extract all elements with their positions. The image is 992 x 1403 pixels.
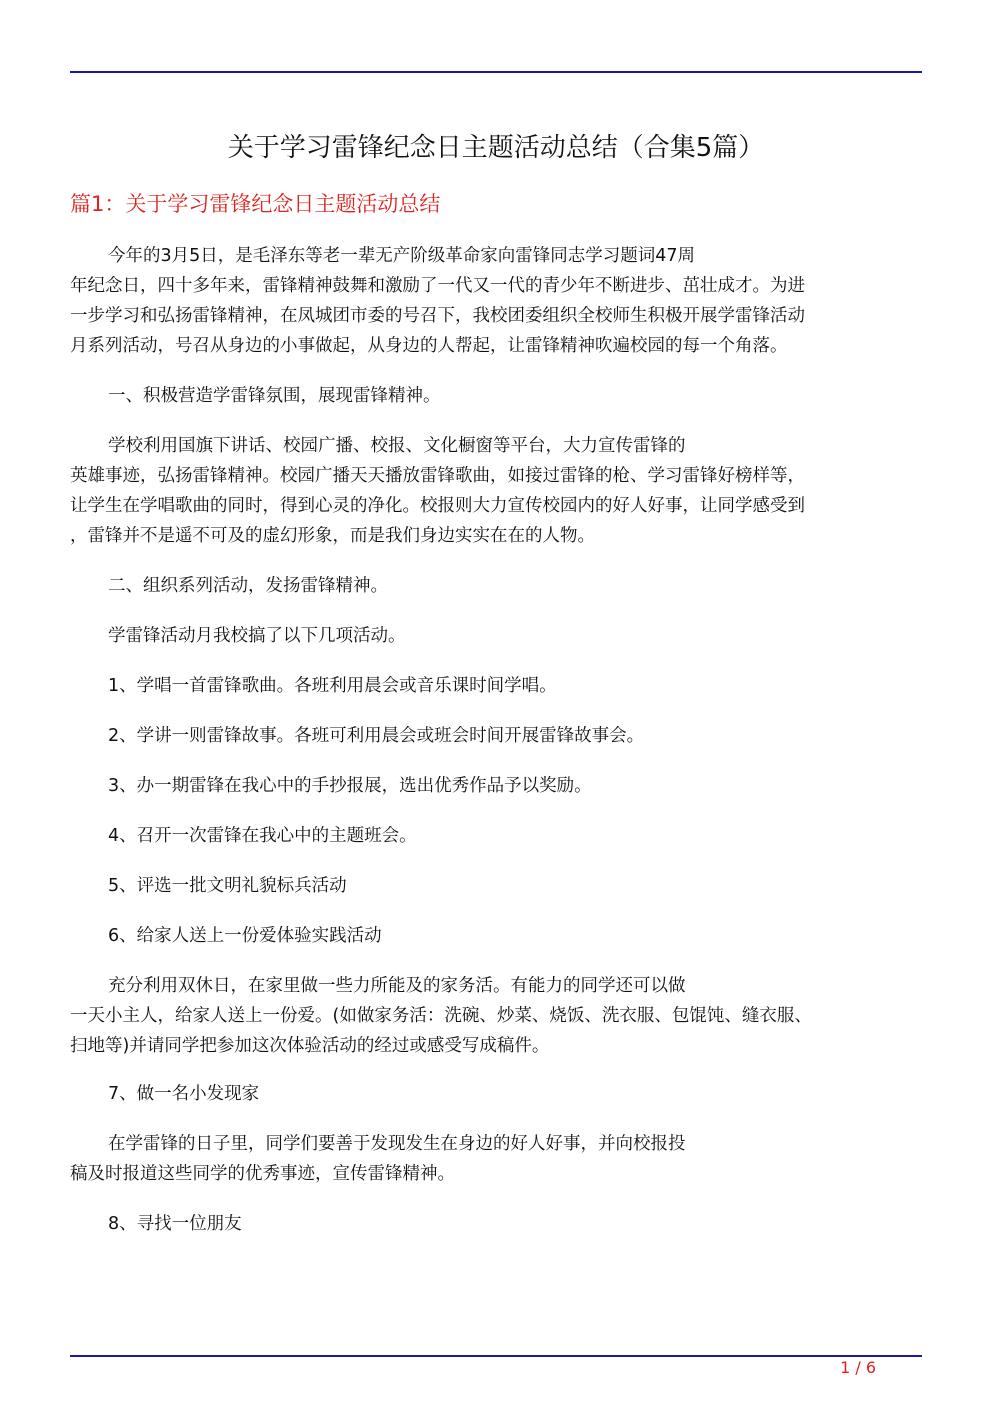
paragraph	[70, 241, 922, 361]
paragraph	[70, 381, 922, 411]
paragraph-line: 学校利用国旗下讲话、校园广播、校报、文化橱窗等平台，大力宣传雷锋的	[108, 436, 686, 456]
document-title: 关于学习雷锋纪念日主题活动总结（合集5篇）	[227, 133, 765, 163]
paragraph-line: 充分利用双休日，在家里做一些力所能及的家务活。有能力的同学还可以做	[108, 976, 686, 996]
paragraph-line: 7、做一名小发现家	[108, 1084, 260, 1104]
paragraph	[70, 571, 922, 601]
paragraph	[70, 1079, 922, 1109]
header-rule	[70, 71, 922, 73]
section-heading: 篇1：关于学习雷锋纪念日主题活动总结	[70, 192, 441, 216]
paragraph-line: 1、学唱一首雷锋歌曲。各班利用晨会或音乐课时间学唱。	[108, 676, 557, 696]
paragraph-line: ，雷锋并不是遥不可及的虚幻形象，而是我们身边实实在在的人物。	[70, 526, 595, 546]
paragraph-line: 2、学讲一则雷锋故事。各班可利用晨会或班会时间开展雷锋故事会。	[108, 726, 645, 746]
paragraph	[70, 971, 922, 1061]
paragraph	[70, 671, 922, 701]
paragraph-line: 月系列活动，号召从身边的小事做起，从身边的人帮起，让雷锋精神吹遍校园的每一个角落。	[70, 336, 788, 356]
paragraph-line: 扫地等)并请同学把参加这次体验活动的经过或感受写成稿件。	[70, 1036, 550, 1056]
paragraph-line: 一天小主人，给家人送上一份爱。(如做家务活：洗碗、炒菜、烧饭、洗衣服、包馄饨、缝衣服、	[70, 1006, 812, 1026]
paragraph-line: 在学雷锋的日子里，同学们要善于发现发生在身边的好人好事，并向校报投	[108, 1134, 686, 1154]
page-number: 1 / 6	[840, 1358, 876, 1377]
paragraph-line: 一、积极营造学雷锋氛围，展现雷锋精神。	[108, 386, 441, 406]
paragraph-line: 5、评选一批文明礼貌标兵活动	[108, 876, 347, 896]
paragraph-line: 稿及时报道这些同学的优秀事迹，宣传雷锋精神。	[70, 1164, 455, 1184]
paragraph-line: 学雷锋活动月我校搞了以下几项活动。	[108, 626, 406, 646]
paragraph	[70, 771, 922, 801]
paragraph-line: 8、寻找一位朋友	[108, 1214, 242, 1234]
paragraph-line: 6、给家人送上一份爱体验实践活动	[108, 926, 382, 946]
paragraph-line: 英雄事迹，弘扬雷锋精神。校园广播天天播放雷锋歌曲，如接过雷锋的枪、学习雷锋好榜样等，	[70, 466, 805, 486]
paragraph-line: 年纪念日，四十多年来，雷锋精神鼓舞和激励了一代又一代的青少年不断进步、茁壮成才。为进	[70, 276, 805, 296]
paragraph-line: 3、办一期雷锋在我心中的手抄报展，选出优秀作品予以奖励。	[108, 776, 592, 796]
paragraph	[70, 1129, 922, 1189]
paragraph	[70, 621, 922, 651]
paragraph	[70, 821, 922, 851]
footer-rule	[70, 1355, 922, 1357]
paragraph	[70, 921, 922, 951]
paragraph-line: 让学生在学唱歌曲的同时，得到心灵的净化。校报则大力宣传校园内的好人好事，让同学感受到	[70, 496, 805, 516]
paragraph-line: 二、组织系列活动，发扬雷锋精神。	[108, 576, 388, 596]
paragraph	[70, 721, 922, 751]
paragraph	[70, 431, 922, 551]
paragraph-line: 4、召开一次雷锋在我心中的主题班会。	[108, 826, 417, 846]
paragraph	[70, 871, 922, 901]
paragraph	[70, 1209, 922, 1239]
paragraph-line: 今年的3月5日，是毛泽东等老一辈无产阶级革命家向雷锋同志学习题词47周	[108, 246, 696, 266]
paragraph-line: 一步学习和弘扬雷锋精神，在凤城团市委的号召下，我校团委组织全校师生积极开展学雷锋活动	[70, 306, 805, 326]
